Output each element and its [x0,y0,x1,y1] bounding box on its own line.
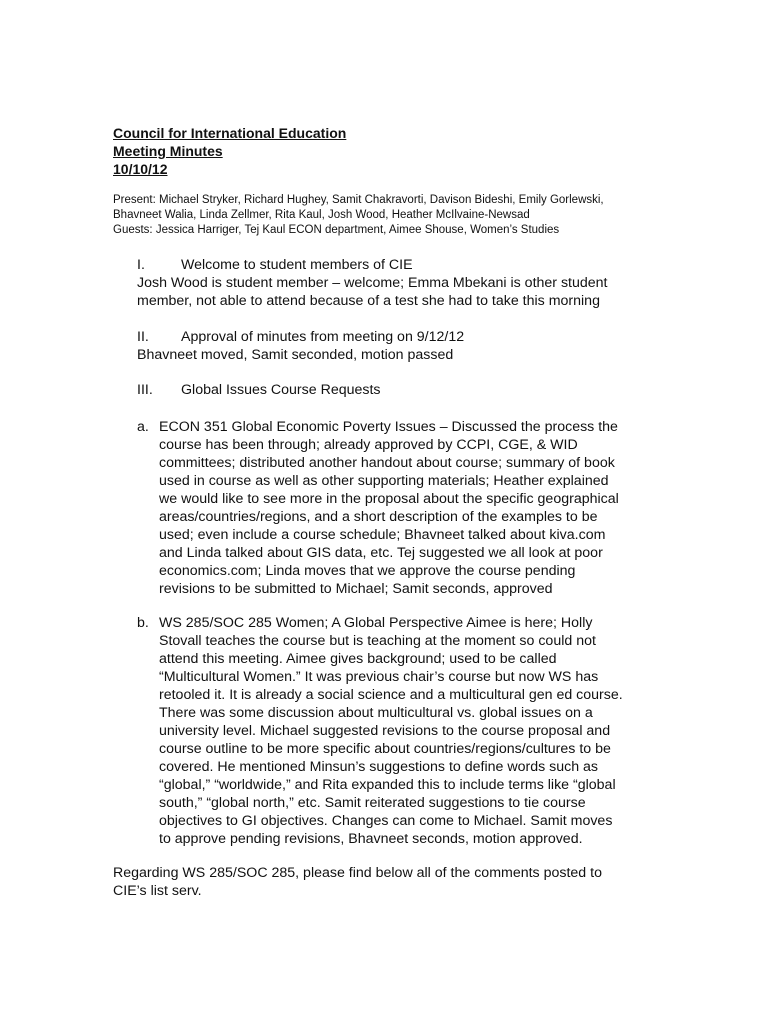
item-b-line: “Multicultural Women.” It was previous chair’s course but now WS has [159,669,599,685]
item-a-line: areas/countries/regions, and a short description of the examples to be [159,509,598,525]
item-a-line: committees; distributed another handout about course; summary of book [159,455,615,471]
doc-type-title: Meeting Minutes [113,143,223,159]
section-3-title: Global Issues Course Requests [181,382,381,398]
section-2-numeral: II. [137,329,149,345]
item-b-line: “global,” “worldwide,” and Rita expanded this to include terms like “global [159,777,616,793]
item-b-line: south,” “global north,” etc. Samit reiterated suggestions to tie course [159,795,586,811]
item-b-line: WS 285/SOC 285 Women; A Global Perspective Aimee is here; Holly [159,615,593,631]
item-a-line: we would like to see more in the proposal about the specific geographical [159,491,619,507]
item-b-line: retooled it. It is already a social science and a multicultural gen ed course. [159,687,623,703]
section-3-numeral: III. [137,382,153,398]
item-b-marker: b. [137,615,149,631]
present-line-2: Bhavneet Walia, Linda Zellmer, Rita Kaul, Josh Wood, Heather McIlvaine-Newsad [113,209,530,221]
section-2-line-1: Bhavneet moved, Samit seconded, motion passed [137,347,454,363]
item-b-line: Stovall teaches the course but is teaching at the moment so could not [159,633,596,649]
section-1-line-2: member, not able to attend because of a test she had to take this morning [137,293,600,309]
item-a-line: and Linda talked about GIS data, etc. Tej suggested we all look at poor [159,545,603,561]
item-a-line: revisions to be submitted to Michael; Samit seconds, approved [159,581,553,597]
item-b-line: attend this meeting. Aimee gives background; used to be called [159,651,557,667]
item-a-line: used in course as well as other supporting materials; Heather explained [159,473,609,489]
item-b-line: university level. Michael suggested revisions to the course proposal and [159,723,611,739]
guests-line: Guests: Jessica Harriger, Tej Kaul ECON department, Aimee Shouse, Women’s Studies [113,224,560,236]
item-a-marker: a. [137,419,149,435]
org-title: Council for International Education [113,125,347,141]
item-b-line: to approve pending revisions, Bhavneet seconds, motion approved. [159,831,583,847]
item-a-line: course has been through; already approved by CCPI, CGE, & WID [159,437,578,453]
item-b-line: course outline to be more specific about countries/regions/cultures to be [159,741,611,757]
item-a-line: economics.com; Linda moves that we approve the course pending [159,563,576,579]
section-1-title: Welcome to student members of CIE [181,257,413,273]
item-a-line: ECON 351 Global Economic Poverty Issues – Discussed the process the [159,419,618,435]
item-a-line: used; even include a course schedule; Bhavneet talked about kiva.com [159,527,606,543]
section-2-title: Approval of minutes from meeting on 9/12/12 [181,329,465,345]
meeting-date: 10/10/12 [113,161,168,177]
closing-line-1: Regarding WS 285/SOC 285, please find below all of the comments posted to [113,865,602,881]
item-b-line: There was some discussion about multicultural vs. global issues on a [159,705,593,721]
section-1-numeral: I. [137,257,145,273]
closing-line-2: CIE’s list serv. [113,883,202,899]
item-b-line: covered. He mentioned Minsun’s suggestions to define words such as [159,759,599,775]
item-b-line: objectives to GI objectives. Changes can come to Michael. Samit moves [159,813,613,829]
present-line-1: Present: Michael Stryker, Richard Hughey, Samit Chakravorti, Davison Bideshi, Emily Gorlewski, [113,194,604,206]
section-1-line-1: Josh Wood is student member – welcome; Emma Mbekani is other student [137,275,608,291]
